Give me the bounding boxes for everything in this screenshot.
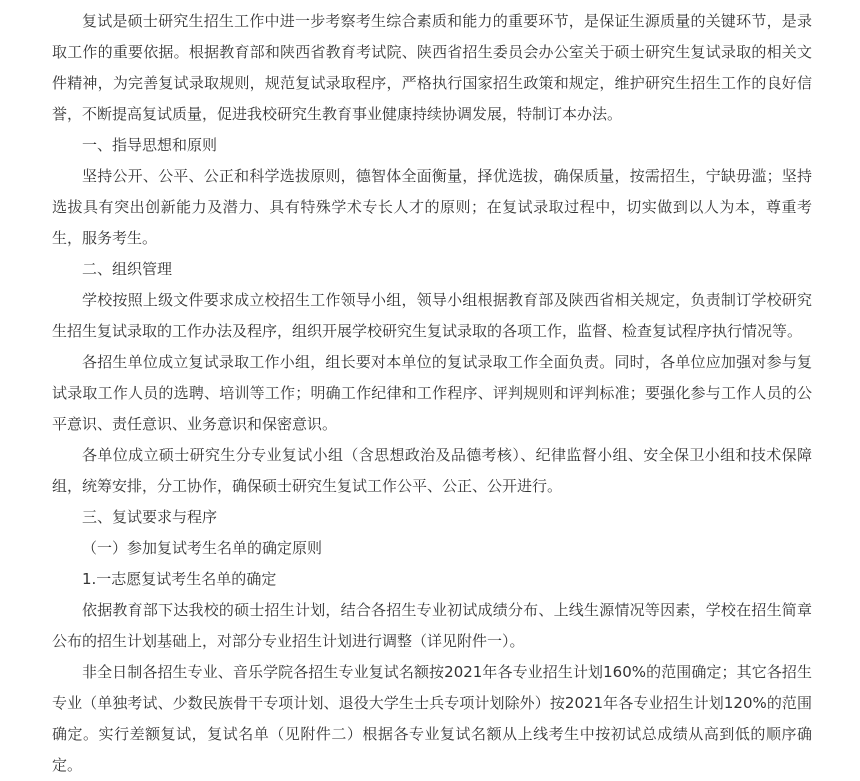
item-heading-first-choice: 1.一志愿复试考生名单的确定 xyxy=(82,570,277,588)
paragraph-leadership-group: 学校按照上级文件要求成立校招生工作领导小组，领导小组根据教育部及陕西省相关规定，负责制订学校研究生招生复试录取的工作办法及程序，组织开展学校研究生复试录取的各项工作，监督、检查复试程序执行情况等。 xyxy=(52,291,812,340)
paragraph-principles: 坚持公开、公平、公正和科学选拔原则，德智体全面衡量，择优选拔，确保质量，按需招生，宁缺毋滥；坚持选拔具有突出创新能力及潜力、具有特殊学术专长人才的原则；在复试录取过程中，切实做到以人为本，尊重考生，服务考生。 xyxy=(52,167,812,247)
intro-paragraph: 复试是硕士研究生招生工作中进一步考察考生综合素质和能力的重要环节，是保证生源质量的关键环节，是录取工作的重要依据。根据教育部和陕西省教育考试院、陕西省招生委员会办公室关于硕士研究生复试录取的相关文件精神，为完善复试录取规则，规范复试录取程序，严格执行国家招生政策和规定，维护研究生招生工作的良好信誉，不断提高复试质量，促进我校研究生教育事业健康持续协调发展，特制订本办法。 xyxy=(52,12,812,123)
paragraph-unit-working-group: 各招生单位成立复试录取工作小组，组长要对本单位的复试录取工作全面负责。同时，各单位应加强对参与复试录取工作人员的选聘、培训等工作；明确工作纪律和工作程序、评判规则和评判标准；要强化参与工作人员的公平意识、责任意识、业务意识和保密意识。 xyxy=(52,353,812,433)
section-heading-organization: 二、组织管理 xyxy=(82,260,173,278)
subheading-list-principles: （一）参加复试考生名单的确定原则 xyxy=(82,539,323,557)
paragraph-subgroups: 各单位成立硕士研究生分专业复试小组（含思想政治及品德考核）、纪律监督小组、安全保卫小组和技术保障组，统筹安排，分工协作，确保硕士研究生复试工作公平、公正、公开进行。 xyxy=(52,446,812,495)
section-heading-requirements: 三、复试要求与程序 xyxy=(82,508,218,526)
paragraph-quota-ratio: 非全日制各招生专业、音乐学院各招生专业复试名额按2021年各专业招生计划160%的范围确定；其它各招生专业（单独考试、少数民族骨干专项计划、退役大学生士兵专项计划除外）按2021年各专业招生计划120%的范围确定。实行差额复试，复试名单（见附件二）根据各专业复试名额从上线考生中按初试总成绩从高到低的顺序确定。 xyxy=(52,663,812,774)
section-heading-guiding-principles: 一、指导思想和原则 xyxy=(82,136,218,154)
paragraph-enrollment-plan: 依据教育部下达我校的硕士招生计划，结合各招生专业初试成绩分布、上线生源情况等因素，学校在招生简章公布的招生计划基础上，对部分专业招生计划进行调整（详见附件一）。 xyxy=(52,601,812,650)
